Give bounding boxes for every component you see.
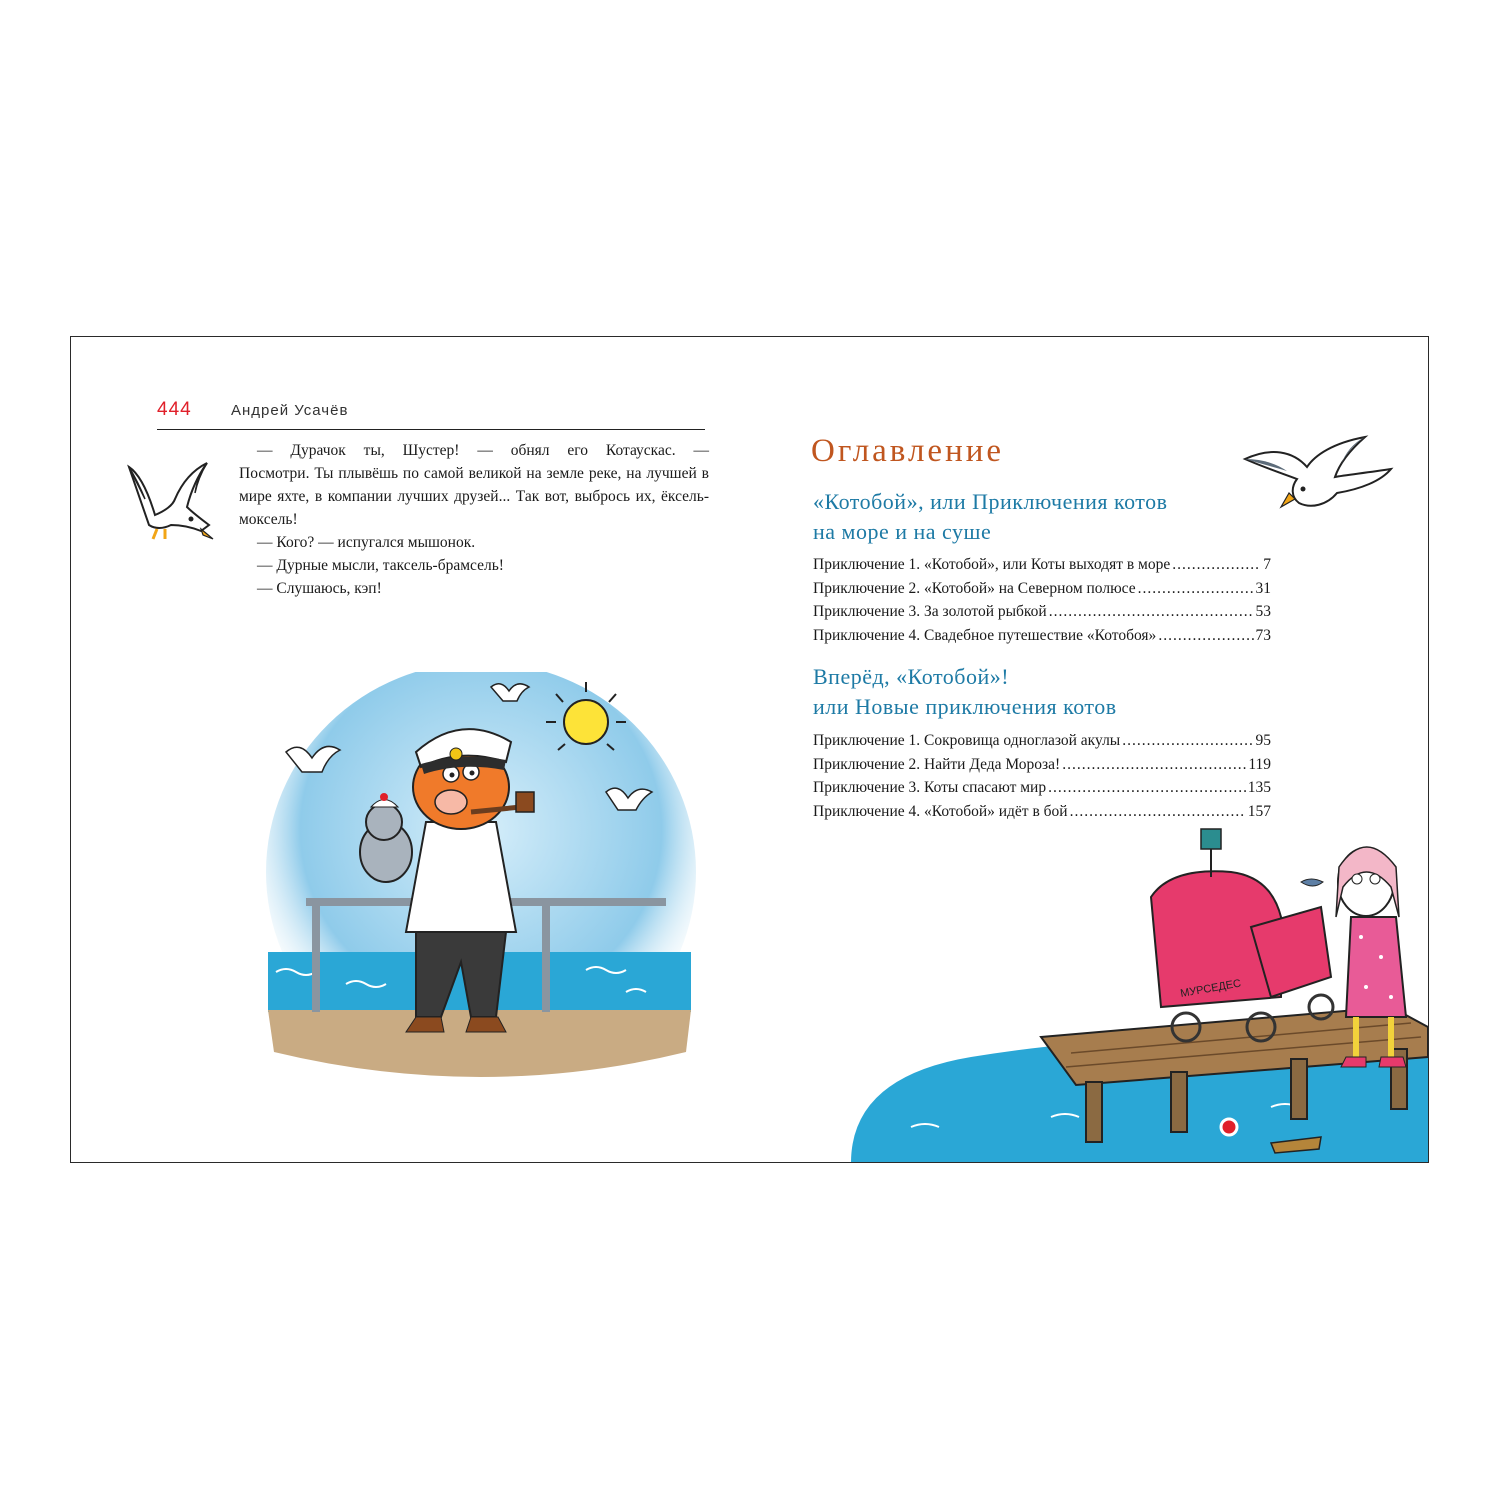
story-paragraph: — Дурные мысли, таксель-брамсель!: [257, 557, 504, 574]
running-head-author: Андрей Усачёв: [231, 402, 349, 419]
toc-entry-title: Приключение 3. Коты спасают мир: [813, 779, 1047, 796]
toc-entry[interactable]: [813, 603, 1271, 627]
toc-entry-page: 73: [1255, 626, 1271, 644]
toc-entry-title: Приключение 3. За золотой рыбкой: [813, 603, 1047, 620]
toc-entry-title: Приключение 1. Сокровища одноглазой акулы: [813, 732, 1121, 749]
toc-leader-dots: [1048, 779, 1246, 797]
toc-section-title-line: или Новые приключения котов: [813, 694, 1117, 719]
toc-entry[interactable]: [813, 732, 1271, 756]
toc-entry-title: Приключение 2. «Котобой» на Северном полюсе: [813, 579, 1136, 597]
toc-entry[interactable]: [813, 556, 1271, 580]
toc-entry-page: 53: [1255, 603, 1271, 620]
toc-section-title: [813, 487, 1168, 547]
toc-entry-page: 135: [1247, 779, 1271, 796]
toc-leader-dots: [1062, 756, 1246, 774]
toc-entry[interactable]: [813, 756, 1271, 780]
toc-section-title: [813, 662, 1117, 722]
toc-entry-page: 95: [1255, 732, 1271, 749]
toc-entry-title: Приключение 1. «Котобой», или Коты выходят в море: [813, 556, 1171, 573]
page-number: 444: [157, 399, 192, 420]
story-paragraph: — Кого? — испугался мышонок.: [257, 534, 476, 551]
toc-entry[interactable]: [813, 803, 1271, 827]
book-spread: [70, 336, 1429, 1163]
toc-entry-page: 157: [1247, 802, 1271, 820]
toc-entry-page: 119: [1248, 755, 1271, 773]
pier-stroller-illustration: [851, 827, 1428, 1163]
toc-entry-title: Приключение 4. Свадебное путешествие «Котобоя»: [813, 626, 1157, 644]
toc-leader-dots: [1122, 732, 1253, 750]
toc-entry-title: Приключение 2. Найти Деда Мороза!: [813, 755, 1061, 773]
toc-entry-page: 7: [1263, 556, 1271, 573]
toc-entry-title: Приключение 4. «Котобой» идёт в бой: [813, 802, 1068, 820]
toc-list: [813, 732, 1271, 826]
toc-section-title-line: Вперёд, «Котобой»!: [813, 664, 1010, 689]
toc-entry[interactable]: [813, 627, 1271, 651]
story-paragraph: — Дурачок ты, Шустер! — обнял его Котаускас. —: [257, 442, 709, 459]
toc-leader-dots: [1138, 580, 1254, 598]
toc-leader-dots: [1172, 556, 1261, 574]
seagull-illustration: [121, 455, 216, 550]
story-paragraph: — Слушаюсь, кэп!: [257, 580, 382, 597]
toc-leader-dots: [1049, 603, 1254, 621]
running-header: [157, 399, 705, 430]
seagull-illustration: [1241, 429, 1406, 514]
toc-entry[interactable]: [813, 580, 1271, 604]
toc-entry-page: 31: [1255, 579, 1271, 597]
toc-leader-dots: [1070, 803, 1246, 821]
toc-list: [813, 556, 1271, 650]
captain-cat-illustration: [266, 672, 696, 1092]
toc-entry[interactable]: [813, 779, 1271, 803]
toc-section-title-line: на море и на суше: [813, 519, 992, 544]
story-text: [239, 439, 709, 600]
stroller-brand-label: МУРСЕДЕС: [1179, 977, 1242, 1000]
toc-section-title-line: «Котобой», или Приключения котов: [813, 489, 1168, 514]
toc-title: Оглавление: [811, 433, 1005, 469]
toc-leader-dots: [1158, 627, 1253, 645]
story-paragraph: Посмотри. Ты плывёшь по самой великой на земле реке, на лучшей в мире яхте, в компании лучших друзей... Так вот, выбрось их, ёксель-моксель!: [239, 465, 709, 528]
